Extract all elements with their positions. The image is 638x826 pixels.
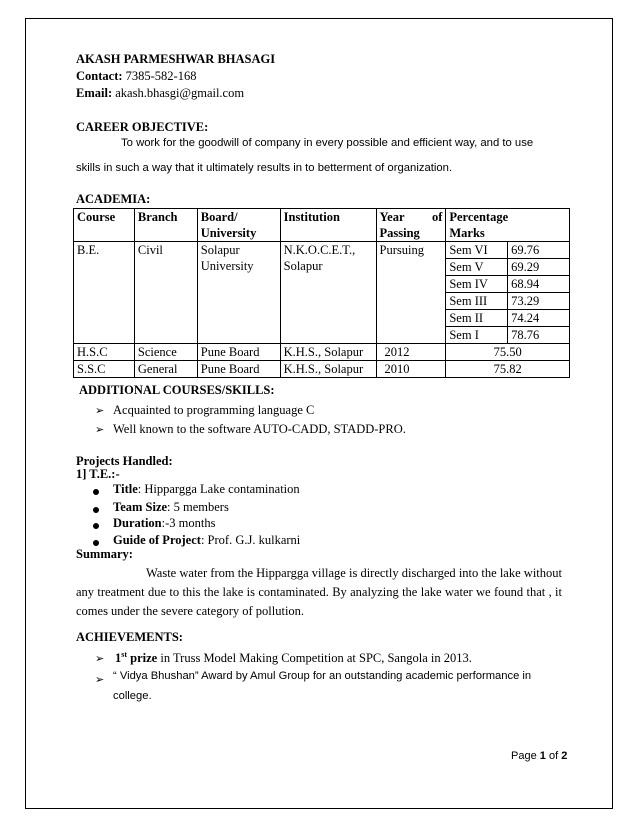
dot-bullet-icon xyxy=(93,507,99,513)
sem-marks: 68.94 xyxy=(508,276,570,293)
sem-label: Sem V xyxy=(446,259,508,276)
sem-label: Sem IV xyxy=(446,276,508,293)
achievement-item-continued: college. xyxy=(113,690,152,702)
sem-marks: 73.29 xyxy=(508,293,570,310)
sem-label: Sem II xyxy=(446,310,508,327)
summary-label: Summary: xyxy=(76,547,133,561)
dot-bullet-icon xyxy=(93,540,99,546)
hsc-year: 2012 xyxy=(376,344,446,361)
sem-marks: 74.24 xyxy=(508,310,570,327)
sem-marks: 78.76 xyxy=(508,327,570,344)
hsc-branch: Science xyxy=(134,344,197,361)
project-duration: Duration:-3 months xyxy=(113,516,216,530)
be-branch: Civil xyxy=(134,242,197,344)
header-institution: Institution xyxy=(280,209,376,242)
project-team-size: Team Size: 5 members xyxy=(113,500,229,514)
hsc-board: Pune Board xyxy=(197,344,280,361)
table-row xyxy=(74,361,570,378)
header-year: Year of Passing xyxy=(376,209,446,242)
table-row xyxy=(74,242,570,259)
career-heading: CAREER OBJECTIVE: xyxy=(76,120,209,134)
sem-label: Sem VI xyxy=(446,242,508,259)
projects-subheading: 1] T.E.:- xyxy=(76,467,120,481)
career-line-2: skills in such a way that it ultimately results in to betterment of organization. xyxy=(76,162,453,174)
email-label: Email: xyxy=(76,86,113,100)
ssc-institution: K.H.S., Solapur xyxy=(280,361,376,378)
be-course: B.E. xyxy=(74,242,135,344)
ssc-branch: General xyxy=(134,361,197,378)
contact-value: 7385-582-168 xyxy=(125,69,197,83)
project-guide: Guide of Project: Prof. G.J. kulkarni xyxy=(113,533,301,547)
dot-bullet-icon xyxy=(93,489,99,495)
academia-heading: ACADEMIA: xyxy=(76,192,151,206)
arrow-bullet-icon: ➢ xyxy=(95,423,105,436)
be-institution: N.K.O.C.E.T., Solapur xyxy=(280,242,376,344)
contact-line xyxy=(76,69,196,84)
arrow-bullet-icon: ➢ xyxy=(95,673,105,686)
candidate-name: AKASH PARMESHWAR BHASAGI xyxy=(76,52,276,66)
hsc-course: H.S.C xyxy=(74,344,135,361)
arrow-bullet-icon: ➢ xyxy=(95,404,105,417)
skill-item: Acquainted to programming language C xyxy=(113,403,315,417)
sem-marks: 69.29 xyxy=(508,259,570,276)
skill-item: Well known to the software AUTO-CADD, STADD-PRO. xyxy=(113,422,406,436)
dot-bullet-icon xyxy=(93,523,99,529)
hsc-institution: K.H.S., Solapur xyxy=(280,344,376,361)
header-percentage: Percentage Marks xyxy=(446,209,570,242)
sem-label: Sem III xyxy=(446,293,508,310)
page-number: Page 1 of 2 xyxy=(511,750,568,762)
contact-label: Contact: xyxy=(76,69,123,83)
header-course: Course xyxy=(74,209,135,242)
table-header-row xyxy=(74,209,570,242)
sem-marks: 69.76 xyxy=(508,242,570,259)
hsc-marks: 75.50 xyxy=(446,344,570,361)
sem-label: Sem I xyxy=(446,327,508,344)
be-board: Solapur University xyxy=(197,242,280,344)
ssc-course: S.S.C xyxy=(74,361,135,378)
ssc-marks: 75.82 xyxy=(446,361,570,378)
arrow-bullet-icon: ➢ xyxy=(95,652,105,665)
ssc-board: Pune Board xyxy=(197,361,280,378)
summary-text: Waste water from the Hippargga village is directly discharged into the lake without any treatment due to this the lake is contaminated. By analyzing the lake water we found that , it comes under the severe category of pollution. xyxy=(76,566,562,618)
skills-heading: ADDITIONAL COURSES/SKILLS: xyxy=(79,383,275,397)
academia-table xyxy=(73,208,570,378)
header-branch: Branch xyxy=(134,209,197,242)
email-value: akash.bhasgi@gmail.com xyxy=(115,86,245,100)
project-title: Title: Hippargga Lake contamination xyxy=(113,482,300,496)
ssc-year: 2010 xyxy=(376,361,446,378)
email-line xyxy=(76,86,244,101)
table-row xyxy=(74,344,570,361)
be-year: Pursuing xyxy=(376,242,446,344)
career-line-1: To work for the goodwill of company in every possible and efficient way, and to use xyxy=(121,137,534,149)
header-board: Board/ University xyxy=(197,209,280,242)
projects-heading: Projects Handled: xyxy=(76,454,173,468)
achievement-item: “ Vidya Bhushan” Award by Amul Group for an outstanding academic performance in xyxy=(113,670,532,682)
achievement-item: 1st prize in Truss Model Making Competition at SPC, Sangola in 2013. xyxy=(115,650,472,666)
achievements-heading: ACHIEVEMENTS: xyxy=(76,630,183,644)
